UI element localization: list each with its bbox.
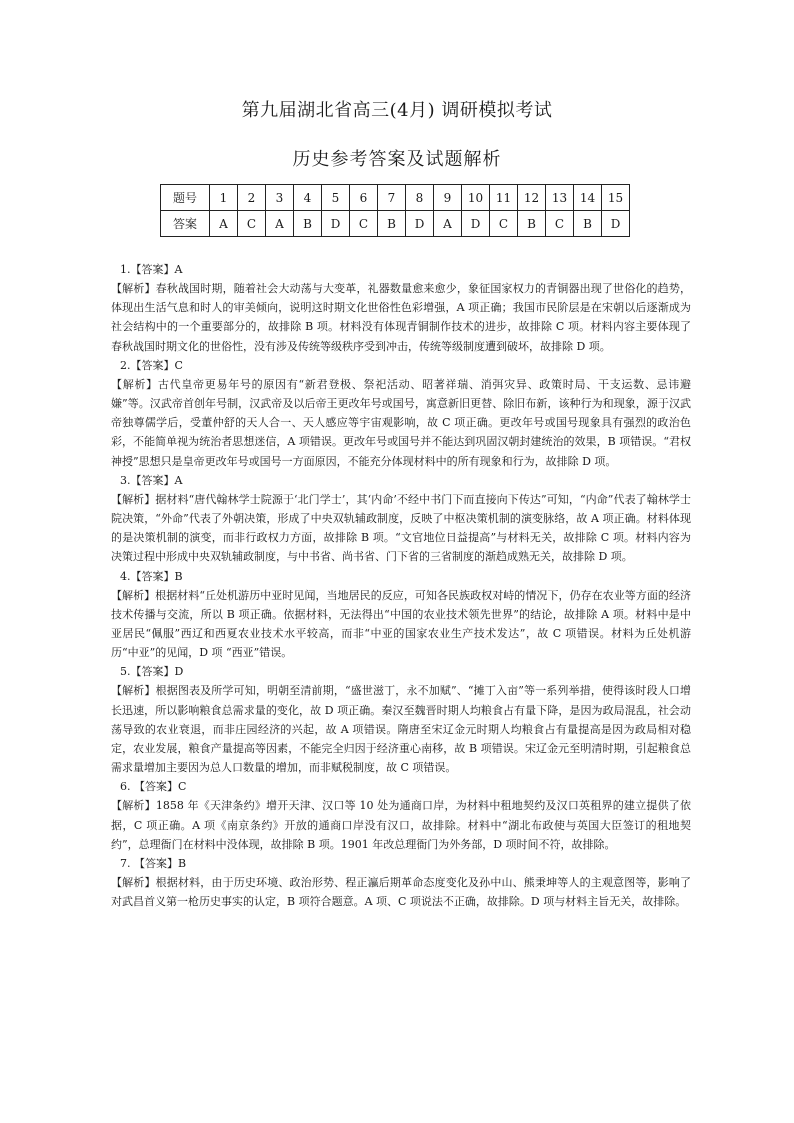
answer-line: 6. 【答案】C — [120, 780, 187, 794]
answer-cell: A — [210, 211, 238, 237]
question-number: 4 — [294, 185, 322, 211]
answer-cell: B — [574, 211, 602, 237]
answer-cell: D — [602, 211, 630, 237]
answer-cell: C — [350, 211, 378, 237]
answer-line: 3.【答案】A — [120, 473, 183, 487]
answer-cell: B — [294, 211, 322, 237]
question-number: 11 — [490, 185, 518, 211]
answer-line: 2.【答案】C — [120, 358, 183, 372]
answer-cell: B — [518, 211, 546, 237]
analysis-paragraph: 【解析】根据材料“丘处机游历中亚时见闻，当地居民的反应，可知各民族政权对峙的情况下，仍存在农业等方面的经济技术传播与交流，所以 B 项正确。依据材料，无法得出“中国的农业技术领先世界”的结论，故排除 A 项。材料中是中亚居民“佩服”西辽和西夏农业技术水平较高，而非“中亚的国家农业生产技术发达”，故 C 项错误。材料为丘处机游历“中亚”的见闻，D 项 “西亚”错误。 — [111, 588, 691, 660]
question-number: 13 — [546, 185, 574, 211]
answer-row — [161, 211, 630, 237]
question-number: 8 — [406, 185, 434, 211]
question-number: 1 — [210, 185, 238, 211]
question-number: 6 — [350, 185, 378, 211]
question-number: 9 — [434, 185, 462, 211]
answer-cell: C — [238, 211, 266, 237]
question-number: 14 — [574, 185, 602, 211]
answer-cell: C — [546, 211, 574, 237]
analysis-paragraph: 【解析】春秋战国时期，随着社会大动荡与大变革，礼器数量愈来愈少，象征国家权力的青铜器出现了世俗化的趋势，体现出生活气息和时人的审美倾向，说明这时期文化世俗性色彩增强，A 项正确；我国市民阶层是在宋朝以后逐渐成为社会结构中的一个重要部分的，故排除 B 项。材料没有体现青铜制作技术的进步，故排除 C 项。材料内容主要体现了春秋战国时期文化的世俗性，没有涉及传统等级秩序受到冲击，传统等级制度遭到破坏，故排除 D 项。 — [111, 282, 691, 353]
answer-table — [160, 184, 630, 237]
question-number: 10 — [462, 185, 490, 211]
answer-line: 4.【答案】B — [120, 569, 183, 583]
answer-line: 7. 【答案】B — [120, 856, 187, 870]
analysis-paragraph: 【解析】根据图表及所学可知，明朝至清前期，“盛世滋丁，永不加赋”、“摊丁入亩”等一系列举措，使得该时段人口增长迅速，所以影响粮食总需求量的变化，故 D 项正确。秦汉至魏晋时期人均粮食占有量下降，是因为政局混乱，社会动荡导致的农业衰退，而非庄园经济的兴起，故 A 项错误。隋唐至宋辽金元时期人均粮食占有量提高是因为政局相对稳定，农业发展，粮食产量提高等因素，不能完全归因于经济重心南移，故 B 项错误。宋辽金元至明清时期，引起粮食总需求量增加主要因为总人口数量的增加，而非赋税制度，故 C 项错误。 — [111, 684, 691, 775]
question-number: 15 — [602, 185, 630, 211]
number-row — [161, 185, 630, 211]
analysis-paragraph: 【解析】据材料“唐代翰林学士院源于‘北门学士’，其‘内命’不经中书门下而直接向下传达”可知，“内命”代表了翰林学士院决策，“外命”代表了外朝决策，形成了中央双轨辅政制度，反映了中枢决策机制的演变脉络，故 A 项正确。材料体现的是决策机制的演变，而非行政权力方面，故排除 B 项。“文官地位日益提高”与材料无关，故排除 C 项。材料内容为决策过程中形成中央双轨辅政制度，与中书省、尚书省、门下省的三省制度的渐趋成熟无关，故排除 D 项。 — [111, 492, 691, 564]
answer-cell: D — [322, 211, 350, 237]
page-title: 第九届湖北省高三(4月) 调研模拟考试 — [241, 100, 553, 121]
answer-line: 1.【答案】A — [120, 263, 183, 276]
page-subtitle: 历史参考答案及试题解析 — [292, 149, 502, 170]
answer-cell: A — [266, 211, 294, 237]
question-number: 2 — [238, 185, 266, 211]
question-number: 12 — [518, 185, 546, 211]
answer-line: 5.【答案】D — [120, 665, 184, 679]
analysis-paragraph: 【解析】1858 年《天津条约》增开天津、汉口等 10 处为通商口岸，为材料中租地契约及汉口英租界的建立提供了依据，C 项正确。A 项《南京条约》开放的通商口岸没有汉口，故排除。材料中“湖北布政使与英国大臣签订的租地契约”，总理衙门在材料中没体现，故排除 B 项。1901 年改总理衙门为外务部，D 项时间不符，故排除。 — [111, 799, 691, 851]
analysis-paragraph: 【解析】根据材料，由于历史环境、政治形势、程正瀛后期革命态度变化及孙中山、熊秉坤等人的主观意图等，影响了对武昌首义第一枪历史事实的认定，B 项符合题意。A 项、C 项说法不正确，故排除。D 项与材料主旨无关，故排除。 — [111, 876, 691, 909]
analysis-paragraph: 【解析】古代皇帝更易年号的原因有“新君登极、祭祀活动、昭著祥瑞、消弭灾异、政策时局、干支运数、忌讳避嫌”等。汉武帝首创年号制，汉武帝及以后帝王更改年号或国号，寓意新旧更替、除旧布新，该种行为和现象，源于汉武帝独尊儒学后，受董仲舒的天人合一、天人感应等宇宙观影响，故 C 项正确。更改年号或国号现象具有强烈的政治色彩，不能简单视为统治者思想迷信，A 项错误。更改年号或国号并不能达到巩固汉朝封建统治的效果，B 项错误。“君权神授”思想只是皇帝更改年号或国号一方面原因，不能充分体现材料中的所有现象和行为，故排除 D 项。 — [111, 377, 691, 468]
question-number: 5 — [322, 185, 350, 211]
row-label-answer: 答案 — [161, 211, 210, 237]
answer-cell: D — [406, 211, 434, 237]
row-label-number: 题号 — [161, 185, 210, 211]
answer-cell: C — [490, 211, 518, 237]
answer-cell: A — [434, 211, 462, 237]
answer-cell: D — [462, 211, 490, 237]
answer-explanations — [111, 260, 691, 911]
question-number: 7 — [378, 185, 406, 211]
answer-cell: B — [378, 211, 406, 237]
question-number: 3 — [266, 185, 294, 211]
